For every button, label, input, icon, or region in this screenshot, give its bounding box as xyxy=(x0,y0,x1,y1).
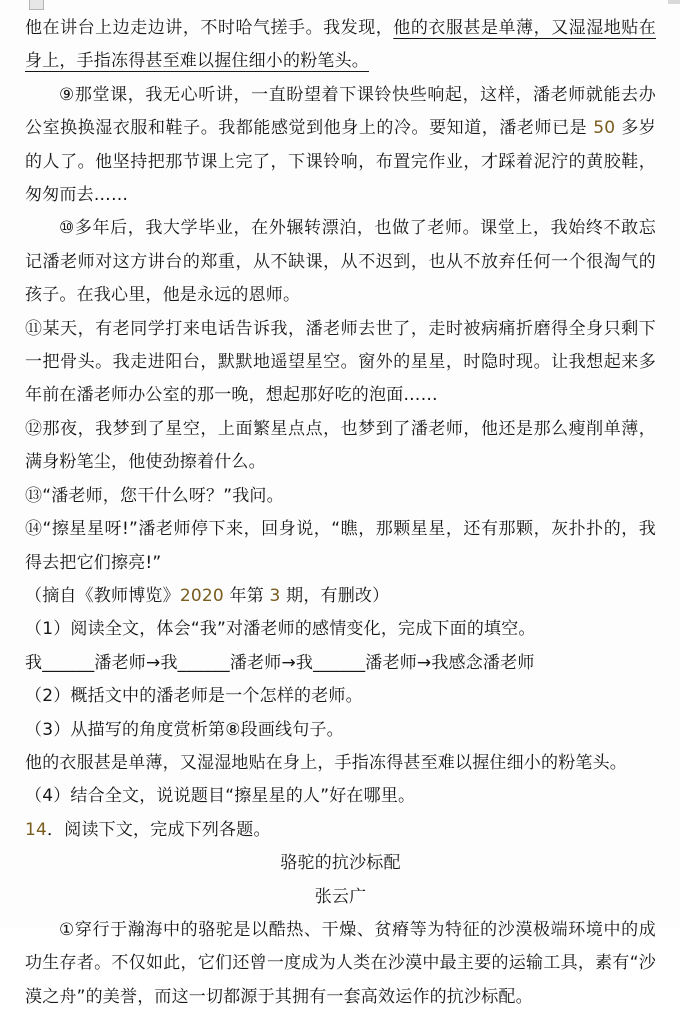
paragraph-11 xyxy=(25,313,656,413)
item-14-instruction: ．阅读下文，完成下列各题。 xyxy=(47,819,271,840)
question-3-text: （3）从描写的角度赏析第⑧段画线句子。 xyxy=(25,719,344,740)
paragraph-9-text-b: 多岁的人了。他坚持把那节课上完了，下课铃响，布置完作业，才踩着泥泞的黄胶鞋，匆匆而去…… xyxy=(25,118,656,206)
passage-2-paragraph-1 xyxy=(25,914,656,1014)
question-3-quote-text: 他的衣服甚是单薄，又湿湿地贴在身上，手指冻得甚至难以握住细小的粉笔头。 xyxy=(25,752,627,773)
question-3-quoted-sentence xyxy=(25,747,656,780)
source-citation-year: 2020 xyxy=(179,585,224,606)
paragraph-9-age-number: 50 xyxy=(593,118,616,139)
passage-2-title-text: 骆驼的抗沙标配 xyxy=(280,853,401,874)
paragraph-14 xyxy=(25,513,656,580)
paragraph-8-plain-text: 他在讲台上边走边讲，不时哈气搓手。我发现， xyxy=(25,18,394,38)
source-citation-text-b: 年第 xyxy=(223,585,270,606)
page-edge-artifact-left xyxy=(29,0,44,10)
question-1 xyxy=(25,613,656,646)
question-1-text: （1）阅读全文，体会“我”对潘老师的感情变化，完成下面的填空。 xyxy=(25,619,536,640)
item-14-number: 14 xyxy=(25,819,48,840)
question-3 xyxy=(25,714,656,747)
paragraph-9-text-a: ⑨那堂课，我无心听讲，一直盼望着下课铃快些响起，这样，潘老师就能去办公室换换湿衣服和鞋子。我都能感觉到他身上的冷。要知道，潘老师已是 xyxy=(25,84,656,139)
source-citation-issue: 3 xyxy=(269,585,281,606)
question-2 xyxy=(25,680,656,713)
paragraph-9 xyxy=(25,79,656,213)
passage-2-paragraph-1-text: ①穿行于瀚海中的骆驼是以酷热、干燥、贫瘠等为特征的沙漠极端环境中的成功生存者。不仅如此，它们还曾一度成为人类在沙漠中最主要的运输工具，素有“沙漠之舟”的美誉，而这一切都源于其拥有一套高效运作的抗沙标配。 xyxy=(25,919,656,1007)
paragraph-13 xyxy=(25,480,656,513)
paragraph-12-text: ⑫那夜，我梦到了星空，上面繁星点点，也梦到了潘老师，他还是那么瘦削单薄，满身粉笔尘，他使劲擦着什么。 xyxy=(25,418,656,473)
question-4 xyxy=(25,780,656,813)
paragraph-13-text: ⑬“潘老师，您干什么呀？”我问。 xyxy=(25,485,284,506)
source-citation xyxy=(25,580,656,613)
item-14-heading xyxy=(25,814,656,847)
page-edge-artifact-right xyxy=(668,0,680,4)
paragraph-8-continuation xyxy=(25,12,656,79)
passage-2-author-text: 张云广 xyxy=(314,886,367,907)
fill-in-blanks-line xyxy=(25,647,656,680)
paragraph-11-text: ⑪某天，有老同学打来电话告诉我，潘老师去世了，走时被病痛折磨得全身只剩下一把骨头。我走进阳台，默默地遥望星空。窗外的星星，时隐时现。让我想起来多年前在潘老师办公室的那一晚，想起那好吃的泡面…… xyxy=(25,318,656,406)
question-4-text: （4）结合全文，说说题目“擦星星的人”好在哪里。 xyxy=(25,786,416,807)
fill-in-blanks-text: 我______潘老师→我______潘老师→我______潘老师→我感念潘老师 xyxy=(25,652,535,673)
paragraph-8-underlined-sentence: 他的衣服甚是单薄，又湿湿地贴在身上，手指冻得甚至难以握住细小的粉笔头。 xyxy=(25,18,656,72)
source-citation-text-a: （摘自《教师博览》 xyxy=(25,585,180,606)
passage-2-title xyxy=(25,847,656,880)
passage-2-author xyxy=(25,881,656,914)
question-2-text: （2）概括文中的潘老师是一个怎样的老师。 xyxy=(25,686,363,707)
source-citation-text-c: 期，有删改） xyxy=(280,585,390,606)
paragraph-12 xyxy=(25,413,656,480)
paragraph-14-text: ⑭“擦星星呀!”潘老师停下来，回身说，“瞧，那颗星星，还有那颗，灰扑扑的，我得去把它们擦亮!” xyxy=(25,519,656,573)
paragraph-10 xyxy=(25,212,656,312)
document-text-column xyxy=(25,12,656,1014)
paragraph-10-text: ⑩多年后，我大学毕业，在外辗转漂泊，也做了老师。课堂上，我始终不敢忘记潘老师对这方讲台的郑重，从不缺课，从不迟到，也从不放弃任何一个很淘气的孩子。在我心里，他是永远的恩师。 xyxy=(25,218,656,306)
